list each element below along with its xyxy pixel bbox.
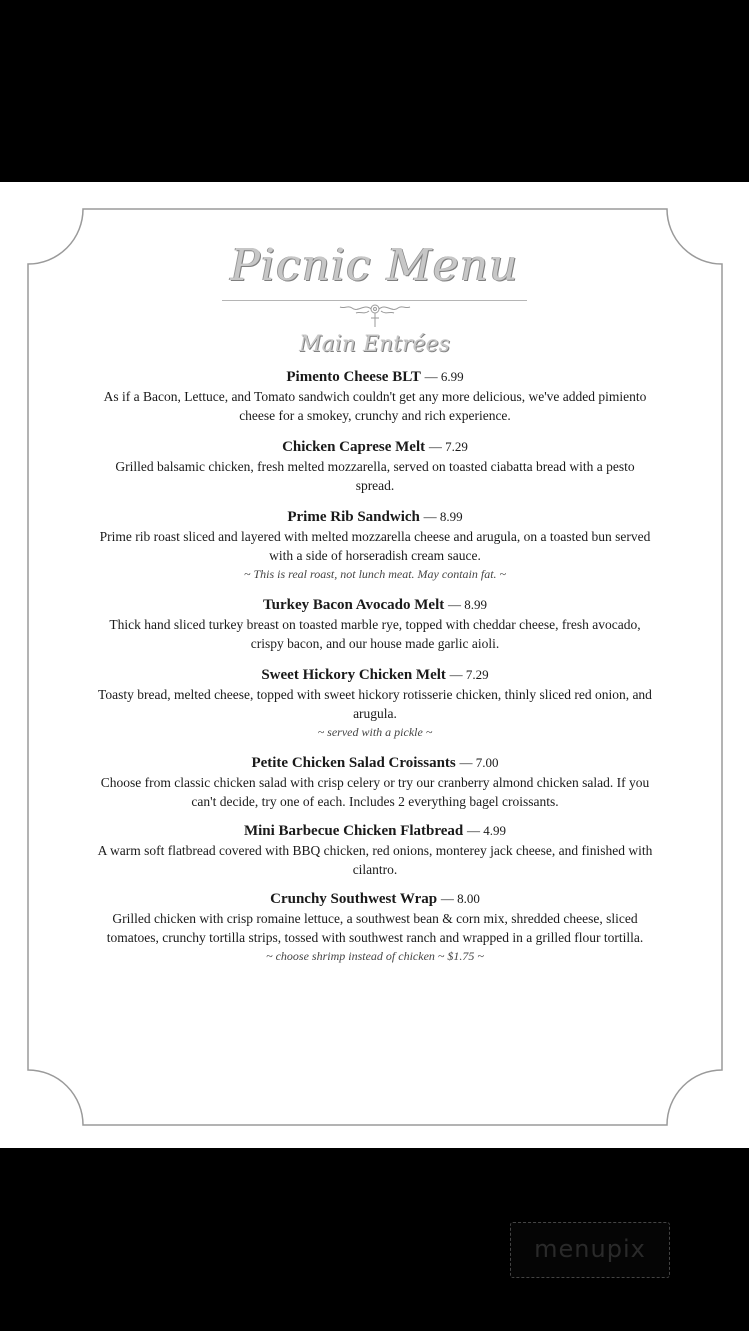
menu-item-description: Prime rib roast sliced and layered with melted mozzarella cheese and arugula, on a toasted bun served with a side of horseradish cream sauce. <box>99 529 651 563</box>
menu-item <box>95 889 655 965</box>
menu-item-name: Pimento Cheese BLT <box>286 369 421 385</box>
menu-item-description: As if a Bacon, Lettuce, and Tomato sandwich couldn't get any more delicious, we've added pimiento cheese for a smokey, crunchy and rich experience. <box>103 389 647 423</box>
menu-item-heading <box>95 437 655 457</box>
menu-item-heading <box>95 753 655 773</box>
menu-item <box>95 753 655 811</box>
menu-item-name: Prime Rib Sandwich <box>287 509 420 525</box>
menu-item-price: — 7.29 <box>428 439 468 454</box>
menu-item-price: — 8.99 <box>448 597 487 612</box>
section-heading: Main Entrées <box>299 332 450 357</box>
menu-item-heading <box>95 821 655 841</box>
menu-item-description: A warm soft flatbread covered with BBQ chicken, red onions, monterey jack cheese, and finished with cilantro. <box>97 843 653 877</box>
flourish-ornament-icon <box>334 301 416 329</box>
menu-title: Picnic Menu <box>230 240 519 291</box>
menu-item-price: — 8.00 <box>440 891 480 906</box>
menu-item-description: Grilled chicken with crisp romaine lettuce, a southwest bean & corn mix, shredded cheese, sliced tomatoes, crunchy tortilla strips, tossed with southwest ranch and wrapped in a grilled flour tortilla. <box>106 911 644 945</box>
menu-item <box>95 821 655 879</box>
menu-item-name: Crunchy Southwest Wrap <box>270 891 438 907</box>
menu-item-price: — 7.00 <box>459 755 499 770</box>
menu-item-note: ~ This is real roast, not lunch meat. May contain fat. ~ <box>243 567 507 581</box>
menu-page <box>0 182 749 1148</box>
menu-item-heading <box>95 665 655 685</box>
menu-item-description: Choose from classic chicken salad with crisp celery or try our cranberry almond chicken salad. If you can't decide, try one of each. Includes 2 everything bagel croissants. <box>100 775 650 809</box>
menu-item-heading <box>95 367 655 387</box>
menu-item <box>95 507 655 583</box>
menu-item-note: ~ choose shrimp instead of chicken ~ $1.75 ~ <box>266 949 484 963</box>
menu-item-price: — 6.99 <box>424 369 464 384</box>
menu-item-name: Sweet Hickory Chicken Melt <box>261 667 446 683</box>
menu-item-price: — 8.99 <box>423 509 463 524</box>
menu-item-price: — 4.99 <box>467 823 507 838</box>
menu-item-heading <box>95 595 655 615</box>
watermark-text: menupix <box>534 1235 646 1263</box>
menu-item-heading <box>95 889 655 909</box>
menu-item-name: Turkey Bacon Avocado Melt <box>262 597 445 613</box>
menu-item-description: Toasty bread, melted cheese, topped with sweet hickory rotisserie chicken, thinly sliced red onion, and arugula. <box>98 687 652 721</box>
menu-item <box>95 595 655 653</box>
menu-item-name: Petite Chicken Salad Croissants <box>251 755 456 771</box>
menu-item-name: Chicken Caprese Melt <box>282 439 426 455</box>
menu-item-description: Grilled balsamic chicken, fresh melted mozzarella, served on toasted ciabatta bread with a pesto spread. <box>115 459 635 493</box>
menu-item-list <box>95 367 655 965</box>
menu-item <box>95 367 655 425</box>
menu-item <box>95 437 655 495</box>
menu-item-heading <box>95 507 655 527</box>
watermark-logo <box>510 1222 670 1278</box>
menu-item <box>95 665 655 741</box>
menu-item-description: Thick hand sliced turkey breast on toasted marble rye, topped with cheddar cheese, fresh avocado, crispy bacon, and our house made garlic aioli. <box>109 617 641 651</box>
menu-item-price: — 7.29 <box>449 667 489 682</box>
menu-item-note: ~ served with a pickle ~ <box>317 725 433 739</box>
menu-item-name: Mini Barbecue Chicken Flatbread <box>243 823 464 839</box>
